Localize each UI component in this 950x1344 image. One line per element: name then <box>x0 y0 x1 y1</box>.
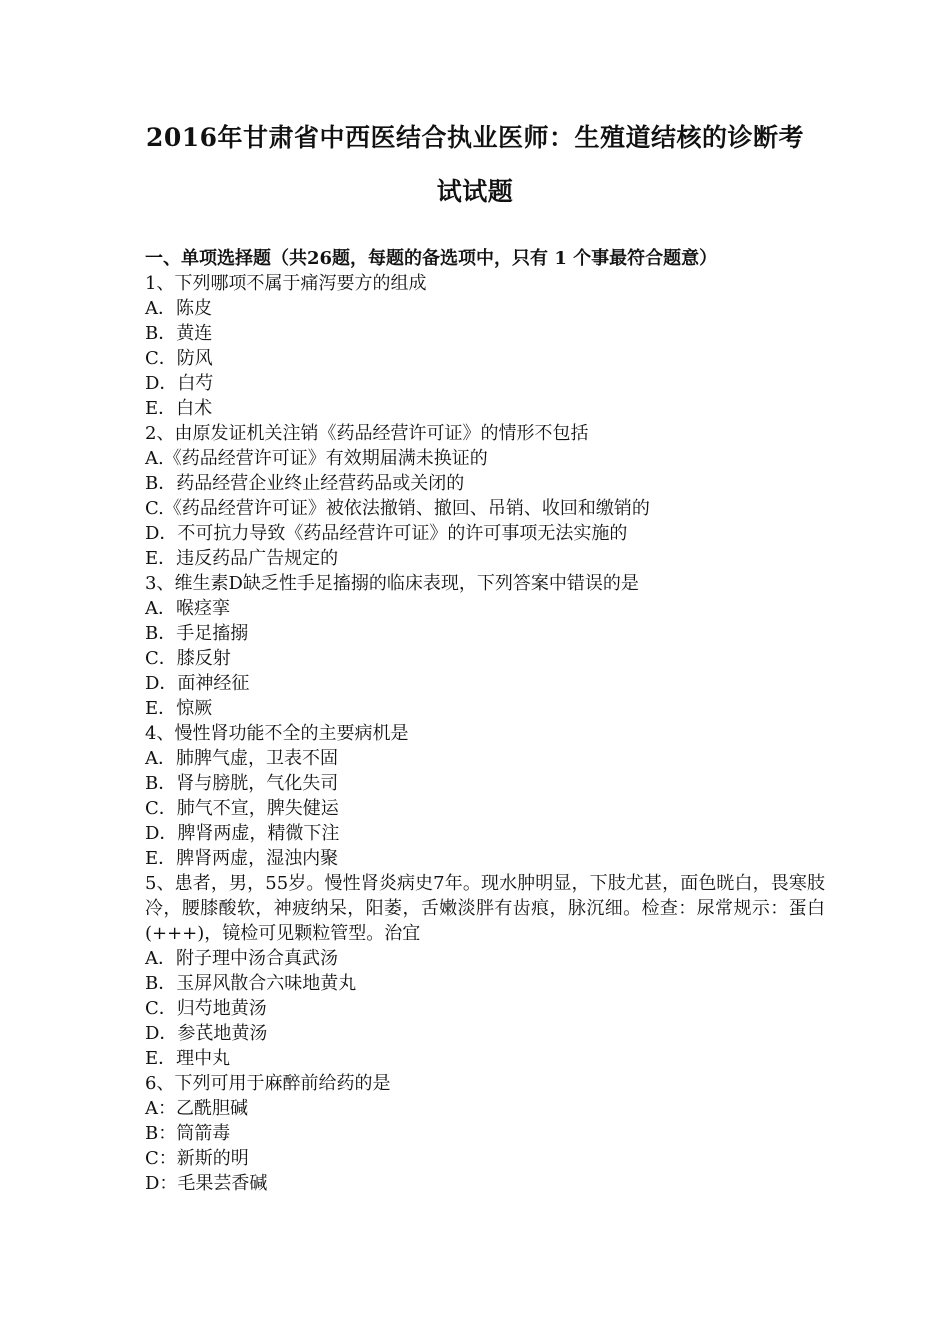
question-option: B．黄连 <box>145 323 213 344</box>
question-option: D．脾肾两虚，精微下注 <box>145 823 340 844</box>
question-option: B．肾与膀胱，气化失司 <box>145 773 339 794</box>
question-option: C．归芍地黄汤 <box>145 998 267 1019</box>
question-option: C：新斯的明 <box>145 1148 249 1169</box>
question-option: D：毛果芸香碱 <box>145 1173 268 1194</box>
question-option: B．玉屏风散合六味地黄丸 <box>145 973 357 994</box>
question-stem: 6、下列可用于麻醉前给药的是 <box>145 1073 391 1094</box>
question-option: D．面神经征 <box>145 673 250 694</box>
question-option: E．违反药品广告规定的 <box>145 548 339 569</box>
question-option: D．参芪地黄汤 <box>145 1023 268 1044</box>
document-title-line-2: 试试题 <box>436 177 514 206</box>
question-option: E．脾肾两虚，湿浊内聚 <box>145 848 339 869</box>
question-option: B．手足搐搦 <box>145 623 249 644</box>
question-stem: 1、下列哪项不属于痛泻要方的组成 <box>145 273 427 294</box>
question-option: A．肺脾气虚，卫表不固 <box>145 748 338 769</box>
question-stem: 2、由原发证机关注销《药品经营许可证》的情形不包括 <box>145 423 589 444</box>
question-option: A．陈皮 <box>145 298 212 319</box>
question-option: A：乙酰胆碱 <box>145 1098 248 1119</box>
question-stem: 5、患者，男，55岁。慢性肾炎病史7年。现水肿明显，下肢尤甚，面色晄白，畏寒肢冷，腰膝酸软，神疲纳呆，阳萎，舌嫩淡胖有齿痕，脉沉细。检查：尿常规示：蛋白(+++)，镜检可见颗粒管型。治宜 <box>145 873 825 944</box>
question-option: A.《药品经营许可证》有效期届满未换证的 <box>145 448 488 469</box>
question-option: B．药品经营企业终止经营药品或关闭的 <box>145 473 465 494</box>
question-option: E．白术 <box>145 398 213 419</box>
question-option: C．膝反射 <box>145 648 231 669</box>
question-option: D．不可抗力导致《药品经营许可证》的许可事项无法实施的 <box>145 523 628 544</box>
document-body <box>145 246 825 1196</box>
question-option: C．防风 <box>145 348 213 369</box>
question-option: C.《药品经营许可证》被依法撤销、撤回、吊销、收回和缴销的 <box>145 498 650 519</box>
document-title-line-1: 2016年甘肃省中西医结合执业医师：生殖道结核的诊断考 <box>145 123 805 152</box>
question-option: B：筒箭毒 <box>145 1123 231 1144</box>
question-option: A．附子理中汤合真武汤 <box>145 948 338 969</box>
question-stem: 3、维生素D缺乏性手足搐搦的临床表现，下列答案中错误的是 <box>145 573 639 594</box>
question-option: C．肺气不宣，脾失健运 <box>145 798 339 819</box>
question-option: E．理中丸 <box>145 1048 231 1069</box>
section-heading: 一、单项选择题（共26题，每题的备选项中，只有 1 个事最符合题意） <box>145 248 718 269</box>
question-stem: 4、慢性肾功能不全的主要病机是 <box>145 723 409 744</box>
question-option: D．白芍 <box>145 373 214 394</box>
question-option: A．喉痉挛 <box>145 598 230 619</box>
question-option: E．惊厥 <box>145 698 213 719</box>
